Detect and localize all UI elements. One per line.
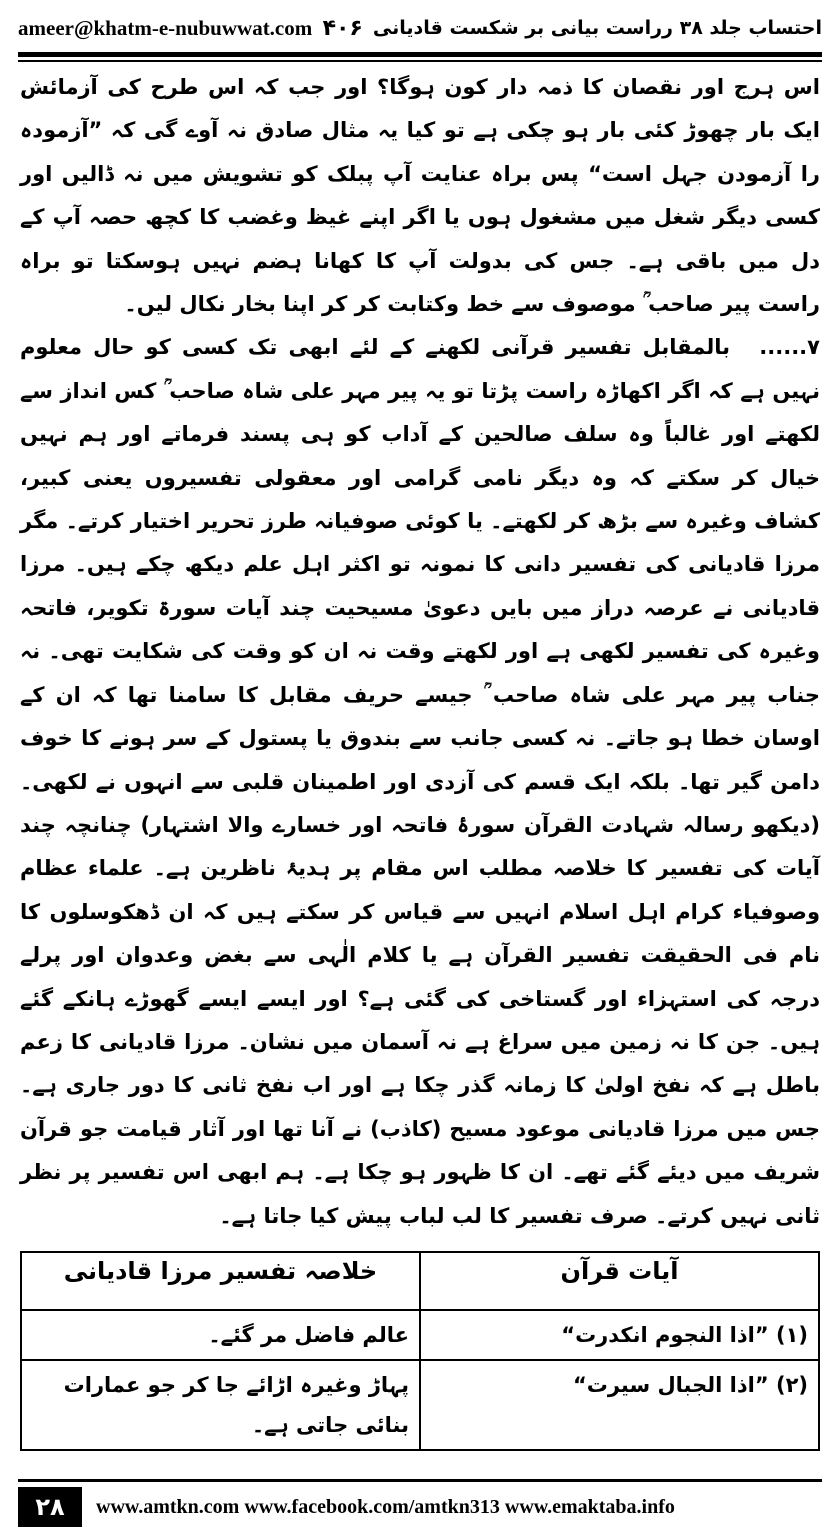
header-rule-thick (18, 52, 822, 57)
table-cell-ayat: (۱) ”اذا النجوم انکدرت“ (420, 1310, 819, 1360)
table-row (21, 1360, 819, 1450)
paragraph-2: بالمقابل تفسیر قرآنی لکھنے کے لئے ابھی تک کسی کو حال معلوم نہیں ہے کہ اگر اکھاڑہ راست پڑتا تو یہ پیر مہر علی شاہ صاحب ؒ کس انداز سے لکھتے اور غالباً وہ سلف صالحین کے آداب کو ہی پسند فرماتے اور ہم نہیں خیال کر سکتے کہ وہ دیگر نامی گرامی اور معقولی تفسیروں یعنی کبیر، کشاف وغیرہ سے بڑھ کر لکھتے۔ یا کوئی صوفیانہ طرز تحریر اختیار کرتے۔ مگر مرزا قادیانی کی تفسیر دانی کا نمونہ تو اکثر اہل علم دیکھ چکے ہیں۔ مرزا قادیانی نے عرصہ دراز میں بایں دعویٰ مسیحیت چند آیات سورۃ تکویر، فاتحہ وغیرہ کی تفسیر لکھی ہے اور لکھتے وقت نہ ان کو وقت کی شکایت تھی۔ نہ جناب پیر مہر علی شاہ صاحب ؒ جیسے حریف مقابل کا سامنا تھا کہ ان کے اوسان خطا ہو جاتے۔ نہ کسی جانب سے بندوق یا پستول کے سر ہونے کا خوف دامن گیر تھا۔ بلکہ ایک قسم کی آزدی اور اطمینان قلبی سے انہوں نے لکھی۔ (دیکھو رسالہ شہادت القرآن سورۂ فاتحہ اور خسارے والا اشتہار) چنانچہ چند آیات کی تفسیر کا خلاصہ مطلب اس مقام پر ہدیۂ ناظرین ہے۔ علماء عظام وصوفیاء کرام اہل اسلام انہیں سے قیاس کر سکتے ہیں کہ ان ڈھکوسلوں کا نام فی الحقیقت تفسیر القرآن ہے یا کلام الٰہی سے بغض وعدوان اور پرلے درجہ کی استہزاء اور گستاخی کی گئی ہے؟ اور ایسے ایسے گھوڑے ہانکے گئے ہیں۔ جن کا نہ زمین میں سراغ ہے نہ آسمان میں نشان۔ مرزا قادیانی کا زعم باطل ہے کہ نفخ اولیٰ کا زمانہ گذر چکا ہے اور اب نفخ ثانی کا دور جاری ہے۔ جس میں مرزا قادیانی موعود مسیح (کاذب) نے آنا تھا اور آثار قیامت جو قرآن شریف میں دیئے گئے تھے۔ ان کا ظہور ہو چکا ہے۔ ہم ابھی اس تفسیر پر نظر ثانی نہیں کرتے۔ صرف تفسیر کا لب لباب پیش کیا جاتا ہے۔ (20, 335, 820, 1228)
header-page-number: ۴۰۶ (322, 15, 363, 41)
table-header-ayat: آیات قرآن (420, 1252, 819, 1310)
body-text (20, 66, 820, 1238)
paragraph-2-number: ۷...... (759, 335, 820, 360)
table-header-khulasa: خلاصہ تفسیر مرزا قادیانی (21, 1252, 420, 1310)
table-cell-khulasa: عالم فاضل مر گئے۔ (21, 1310, 420, 1360)
paragraph-2-wrap (20, 326, 820, 1238)
footer-links: www.amtkn.com www.facebook.com/amtkn313 www.emaktaba.info (96, 1495, 675, 1518)
paragraph-1: اس ہرج اور نقصان کا ذمہ دار کون ہوگا؟ اور جب کہ اس طرح کی آزمائش ایک بار چھوڑ کئی بار ہو چکی ہے تو کیا یہ مثال صادق نہ آوے گی کہ ”آزمودہ را آزمودن جہل است“ پس براہ عنایت آپ پبلک کو تشویش میں نہ ڈالیں اور کسی دیگر شغل میں مشغول ہوں یا اگر اپنے غیظ وغضب کا کچھ حصہ آپ کے دل میں باقی ہے۔ جس کی بدولت آپ کا کھانا ہضم نہیں ہوسکتا تو براہ راست پیر صاحب ؒ موصوف سے خط وکتابت کر کر اپنا بخار نکال لیں۔ (20, 75, 820, 317)
table-cell-khulasa: پہاڑ وغیرہ اڑائے جا کر جو عمارات بنائی جاتی ہے۔ (21, 1360, 420, 1450)
table-header-row (21, 1252, 819, 1310)
page-footer (18, 1479, 822, 1532)
header-right (313, 16, 822, 41)
tafsir-table (20, 1251, 820, 1451)
footer-page-number: ۲۸ (18, 1487, 82, 1527)
header-rule-thin (18, 60, 822, 62)
table-row (21, 1310, 819, 1360)
header-title: احتساب جلد ۳۸ رراست بیانی بر شکست قادیانی (372, 17, 822, 39)
table-cell-ayat: (۲) ”اذا الجبال سیرت“ (420, 1360, 819, 1450)
header-email: ameer@khatm-e-nubuwwat.com (18, 15, 313, 40)
page-header (18, 10, 822, 46)
